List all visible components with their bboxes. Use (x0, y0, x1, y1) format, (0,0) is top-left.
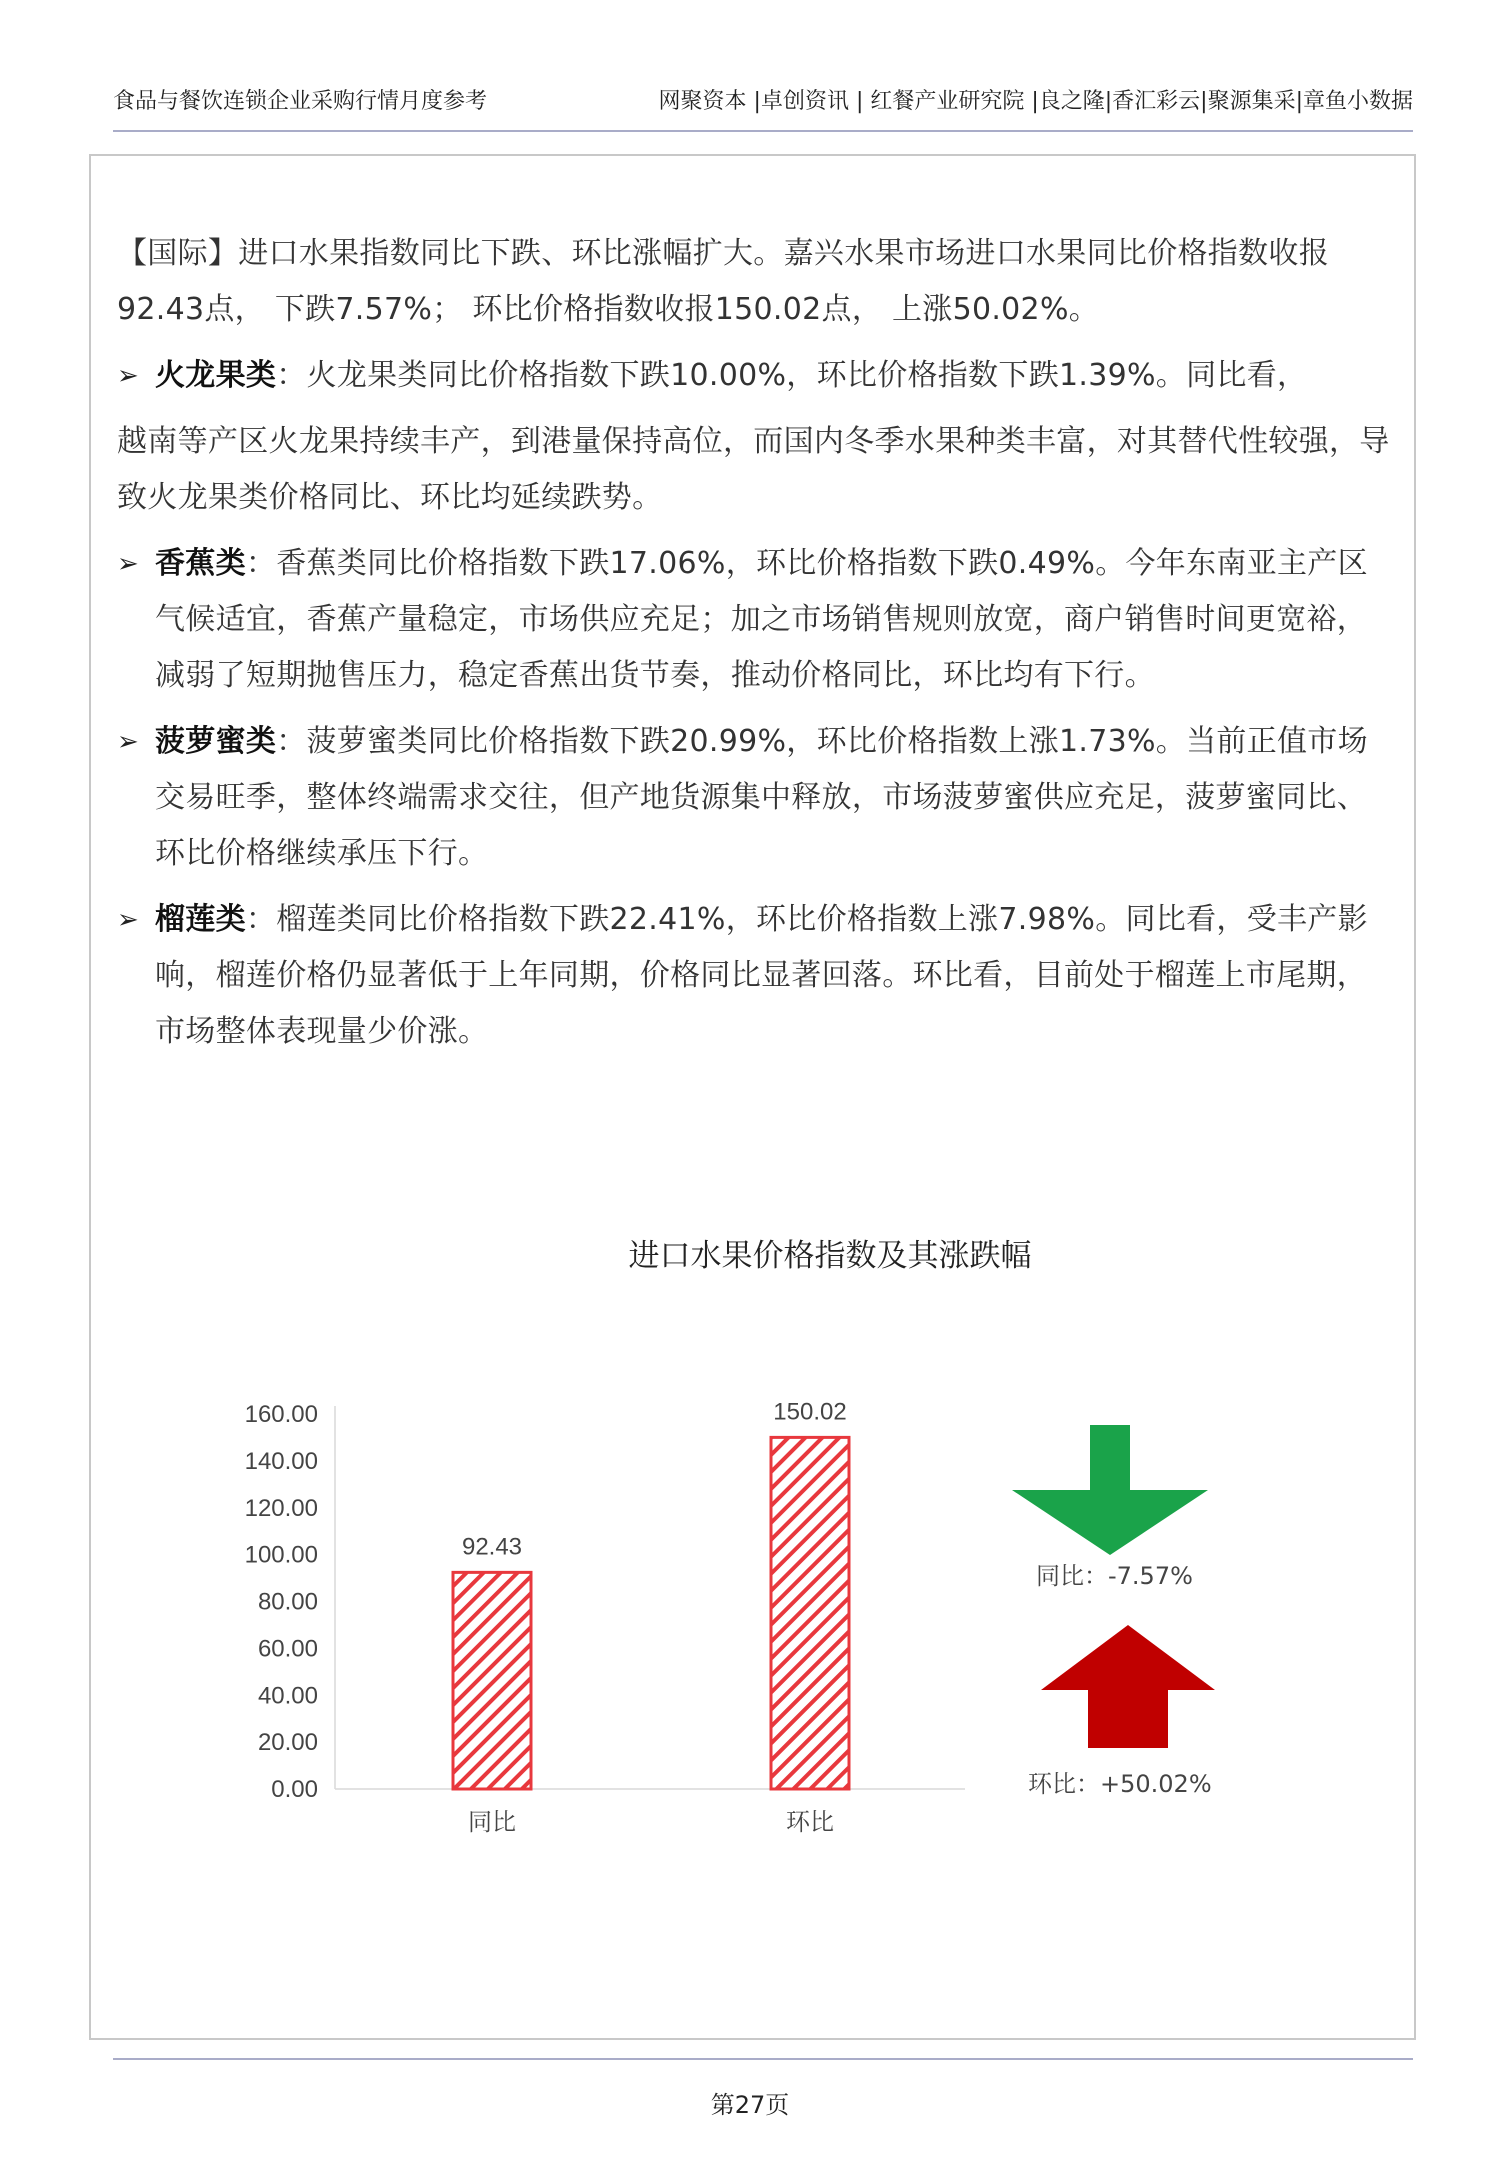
mom-change-label: 环比：+50.02% (1028, 1770, 1212, 1798)
bullet-text: ：榴莲类同比价格指数下跌22.41%，环比价格指数上涨7.98%。同比看，受丰产影响，榴莲价格仍显著低于上年同期，价格同比显著回落。环比看，目前处于榴莲上市尾期，市场整体表现量少价涨。 (155, 902, 1368, 1049)
y-tick-label: 80.00 (257, 1588, 318, 1616)
bullet-arrow-icon: ➢ (117, 361, 140, 391)
y-tick-label: 140.00 (244, 1447, 318, 1475)
bar-1 (453, 1572, 531, 1789)
y-tick-label: 160.00 (244, 1401, 318, 1428)
y-tick-label: 120.00 (244, 1494, 318, 1522)
bullet-title: 香蕉类 (155, 546, 246, 581)
down-arrow-icon (1012, 1425, 1208, 1555)
bullet-arrow-icon: ➢ (117, 549, 140, 579)
footer-divider (113, 2058, 1413, 2060)
x-category-label: 同比 (468, 1808, 516, 1836)
x-category-label: 环比 (786, 1808, 834, 1836)
dragon-fruit-continuation: 越南等产区火龙果持续丰产，到港量保持高位，而国内冬季水果种类丰富，对其替代性较强，导致火龙果类价格同比、环比均延续跌势。 (117, 424, 1390, 515)
bullet-arrow-icon: ➢ (117, 905, 140, 935)
bullet-title: 榴莲类 (155, 902, 246, 937)
yoy-change-label: 同比：-7.57% (1036, 1562, 1193, 1590)
y-tick-label: 0.00 (271, 1776, 318, 1803)
bar-value-label: 150.02 (773, 1398, 847, 1426)
chart-title: 进口水果价格指数及其涨跌幅 (628, 1238, 1032, 1274)
y-tick-label: 40.00 (257, 1682, 318, 1710)
bar-2 (771, 1437, 849, 1789)
y-tick-label: 100.00 (244, 1541, 318, 1569)
intro-paragraph: 【国际】进口水果指数同比下跌、环比涨幅扩大。嘉兴水果市场进口水果同比价格指数收报92.43点， 下跌7.57%； 环比价格指数收报150.02点， 上涨50.02%。 (117, 236, 1329, 327)
up-arrow-icon (1041, 1625, 1215, 1748)
page-number: 第27页 (710, 2091, 790, 2119)
y-tick-label: 20.00 (257, 1729, 318, 1757)
y-tick-label: 60.00 (257, 1635, 318, 1663)
header-sources: 网聚资本 |卓创资讯 | 红餐产业研究院 |良之隆|香汇彩云|聚源集采|章鱼小数据 (658, 89, 1413, 114)
bullet-text: ：菠萝蜜类同比价格指数下跌20.99%，环比价格指数上涨1.73%。当前正值市场交易旺季，整体终端需求交往，但产地货源集中释放，市场菠萝蜜供应充足，菠萝蜜同比、环比价格继续承压下行。 (155, 724, 1368, 871)
bullet-text: ：香蕉类同比价格指数下跌17.06%，环比价格指数下跌0.49%。今年东南亚主产区气候适宜，香蕉产量稳定，市场供应充足；加之市场销售规则放宽，商户销售时间更宽裕，减弱了短期抛售压力，稳定香蕉出货节奏，推动价格同比，环比均有下行。 (155, 546, 1368, 693)
bar-value-label: 92.43 (461, 1533, 523, 1561)
bullet-text: ：火龙果类同比价格指数下跌10.00%，环比价格指数下跌1.39%。同比看， (276, 358, 1308, 393)
header-left-title: 食品与餐饮连锁企业采购行情月度参考 (113, 89, 488, 114)
bullet-arrow-icon: ➢ (117, 727, 140, 757)
bullet-title: 火龙果类 (155, 358, 277, 393)
bullet-title: 菠萝蜜类 (155, 724, 277, 759)
